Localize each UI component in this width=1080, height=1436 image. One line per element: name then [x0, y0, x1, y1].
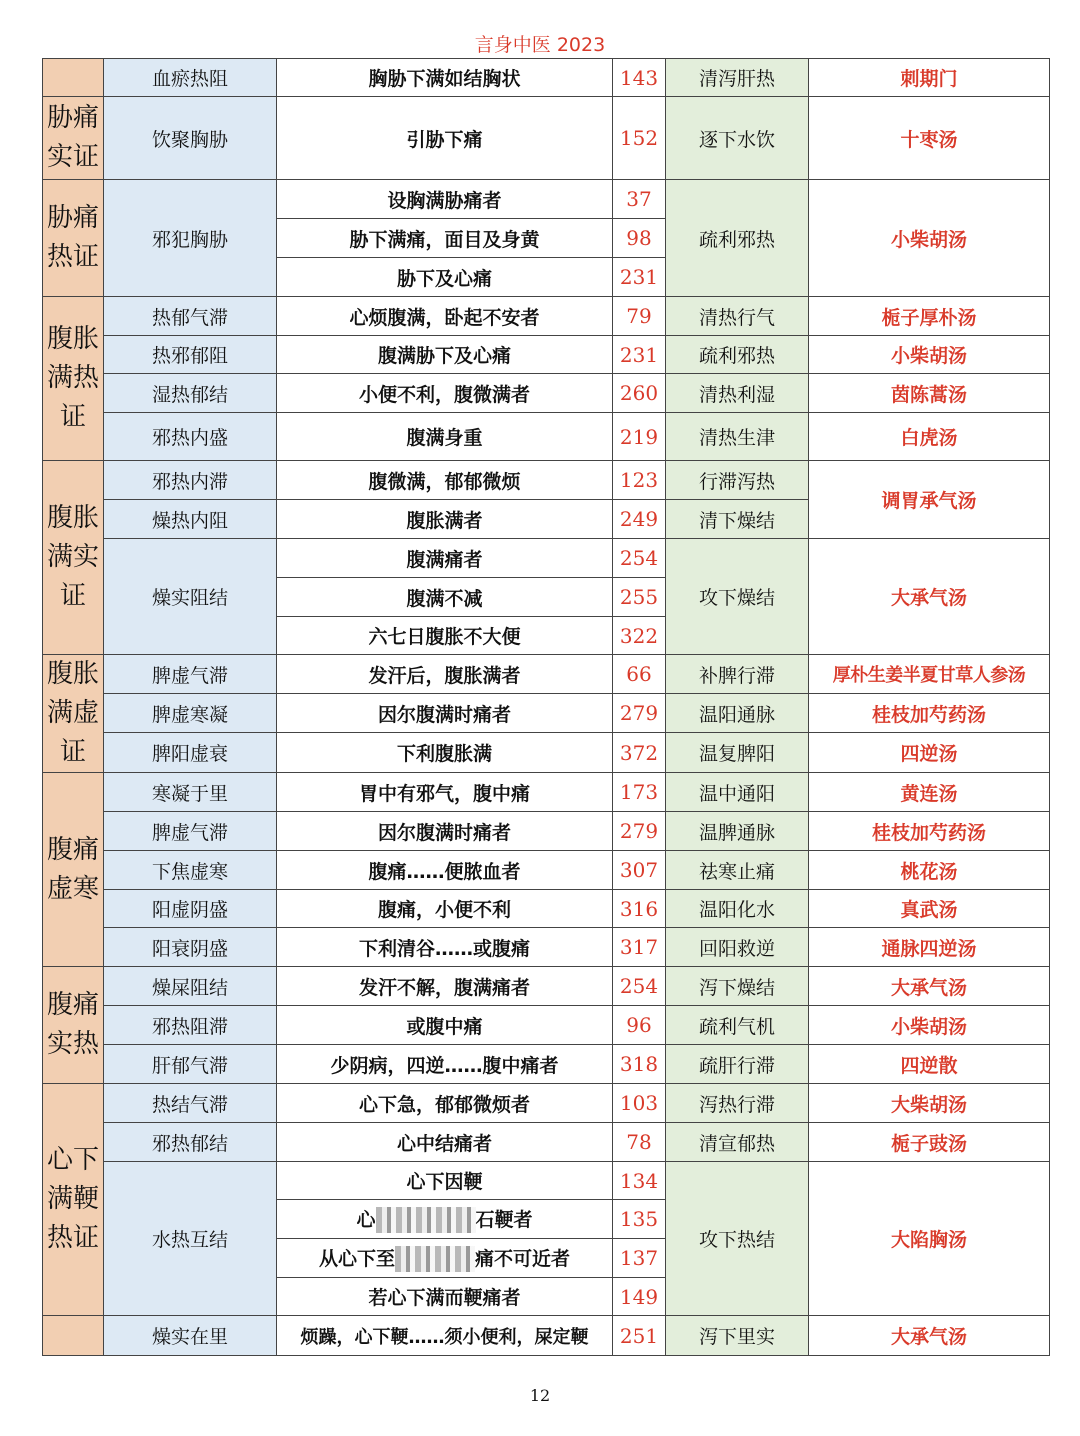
symptom-cell: 设胸满胁痛者	[277, 180, 613, 219]
table-row	[43, 928, 1050, 967]
pattern-cell: 血瘀热阻	[104, 59, 277, 97]
table-row	[43, 1045, 1050, 1084]
table-row	[43, 1316, 1050, 1356]
clause-number-cell: 66	[613, 655, 666, 694]
symptom-cell: 心下急，郁郁微烦者	[277, 1084, 613, 1123]
clause-number-cell: 318	[613, 1045, 666, 1084]
formula-cell: 大承气汤	[809, 539, 1050, 655]
pattern-cell: 燥屎阻结	[104, 967, 277, 1006]
category-cell: 胁痛实证	[43, 97, 104, 180]
symptom-fragment: 心	[356, 1208, 376, 1231]
treatment-method-cell: 清热利湿	[666, 374, 809, 413]
symptom-cell: 因尔腹满时痛者	[277, 812, 613, 851]
formula-cell: 大承气汤	[809, 1316, 1050, 1356]
symptom-cell: 下利清谷……或腹痛	[277, 928, 613, 967]
table-row	[43, 1123, 1050, 1162]
treatment-method-cell: 清宣郁热	[666, 1123, 809, 1162]
pattern-cell: 脾虚气滞	[104, 655, 277, 694]
symptom-cell: 腹痛，小便不利	[277, 890, 613, 928]
table-row	[43, 1084, 1050, 1123]
treatment-method-cell: 攻下热结	[666, 1162, 809, 1316]
treatment-method-cell: 清下燥结	[666, 500, 809, 539]
clause-number-cell: 317	[613, 928, 666, 967]
pattern-cell: 邪热阻滞	[104, 1006, 277, 1045]
treatment-method-cell: 清热行气	[666, 297, 809, 336]
symptom-cell: 若心下满而鞕痛者	[277, 1278, 613, 1316]
table-row	[43, 97, 1050, 180]
clause-number-cell: 79	[613, 297, 666, 336]
pattern-cell: 寒凝于里	[104, 773, 277, 812]
symptom-cell: 腹满胁下及心痛	[277, 336, 613, 374]
table-row	[43, 180, 1050, 219]
clause-number-cell: 279	[613, 694, 666, 733]
pattern-cell: 燥实在里	[104, 1316, 277, 1356]
formula-cell: 小柴胡汤	[809, 336, 1050, 374]
symptom-cell: 腹满痛者	[277, 539, 613, 578]
category-cell: 胁痛热证	[43, 180, 104, 297]
pattern-cell: 下焦虚寒	[104, 851, 277, 890]
pattern-cell: 燥实阻结	[104, 539, 277, 655]
symptom-cell: 腹满不减	[277, 578, 613, 617]
clause-number-cell: 173	[613, 773, 666, 812]
symptom-cell: 胃中有邪气，腹中痛	[277, 773, 613, 812]
table-row	[43, 812, 1050, 851]
table-row	[43, 851, 1050, 890]
treatment-method-cell: 行滞泻热	[666, 461, 809, 500]
treatment-method-cell: 温复脾阳	[666, 733, 809, 773]
symptom-cell: 或腹中痛	[277, 1006, 613, 1045]
category-cell: 腹胀满虚证	[43, 655, 104, 773]
treatment-method-cell: 攻下燥结	[666, 539, 809, 655]
formula-cell: 四逆散	[809, 1045, 1050, 1084]
formula-cell: 刺期门	[809, 59, 1050, 97]
treatment-method-cell: 疏肝行滞	[666, 1045, 809, 1084]
treatment-method-cell: 清泻肝热	[666, 59, 809, 97]
clause-number-cell: 143	[613, 59, 666, 97]
treatment-method-cell: 泻下燥结	[666, 967, 809, 1006]
treatment-method-cell: 清热生津	[666, 413, 809, 461]
clause-number-cell: 135	[613, 1200, 666, 1239]
category-cell	[43, 1316, 104, 1356]
pattern-cell: 热邪郁阻	[104, 336, 277, 374]
formula-cell: 厚朴生姜半夏甘草人参汤	[809, 655, 1050, 694]
obscured-text-overlay	[395, 1246, 475, 1272]
formula-cell: 小柴胡汤	[809, 1006, 1050, 1045]
obscured-text-overlay	[376, 1207, 476, 1233]
formula-cell: 大柴胡汤	[809, 1084, 1050, 1123]
treatment-method-cell: 温中通阳	[666, 773, 809, 812]
symptom-cell: 引胁下痛	[277, 97, 613, 180]
clause-number-cell: 137	[613, 1239, 666, 1278]
treatment-method-cell: 补脾行滞	[666, 655, 809, 694]
formula-cell: 大陷胸汤	[809, 1162, 1050, 1316]
symptom-cell: 心烦腹满，卧起不安者	[277, 297, 613, 336]
document-header: 言身中医 2023	[474, 34, 606, 56]
symptom-cell: 发汗不解，腹满痛者	[277, 967, 613, 1006]
formula-cell: 大承气汤	[809, 967, 1050, 1006]
clause-number-cell: 251	[613, 1316, 666, 1356]
formula-cell: 通脉四逆汤	[809, 928, 1050, 967]
pattern-cell: 邪热内盛	[104, 413, 277, 461]
formula-cell: 调胃承气汤	[809, 461, 1050, 539]
clause-number-cell: 254	[613, 539, 666, 578]
clause-number-cell: 149	[613, 1278, 666, 1316]
symptom-cell: 腹满身重	[277, 413, 613, 461]
pattern-cell: 邪犯胸胁	[104, 180, 277, 297]
pattern-cell: 热郁气滞	[104, 297, 277, 336]
table-row	[43, 1162, 1050, 1200]
formula-cell: 栀子厚朴汤	[809, 297, 1050, 336]
symptom-cell: 腹胀满者	[277, 500, 613, 539]
treatment-method-cell: 泻下里实	[666, 1316, 809, 1356]
category-cell: 腹痛虚寒	[43, 773, 104, 967]
treatment-method-cell: 回阳救逆	[666, 928, 809, 967]
treatment-method-cell: 温阳通脉	[666, 694, 809, 733]
symptom-cell: 腹微满，郁郁微烦	[277, 461, 613, 500]
clause-number-cell: 98	[613, 219, 666, 258]
formula-cell: 黄连汤	[809, 773, 1050, 812]
clause-number-cell: 231	[613, 336, 666, 374]
clause-number-cell: 255	[613, 578, 666, 617]
pattern-cell: 邪热内滞	[104, 461, 277, 500]
formula-cell: 桂枝加芍药汤	[809, 694, 1050, 733]
pattern-cell: 热结气滞	[104, 1084, 277, 1123]
table-row	[43, 655, 1050, 694]
formula-cell: 小柴胡汤	[809, 180, 1050, 297]
clause-number-cell: 219	[613, 413, 666, 461]
table-row	[43, 773, 1050, 812]
category-cell: 腹胀满热证	[43, 297, 104, 461]
pattern-cell: 饮聚胸胁	[104, 97, 277, 180]
symptom-cell: 心中结痛者	[277, 1123, 613, 1162]
symptom-cell: 少阴病，四逆……腹中痛者	[277, 1045, 613, 1084]
symptom-cell	[277, 1239, 613, 1278]
formula-cell: 茵陈蒿汤	[809, 374, 1050, 413]
treatment-method-cell: 泻热行滞	[666, 1084, 809, 1123]
pattern-cell: 肝郁气滞	[104, 1045, 277, 1084]
table-row	[43, 890, 1050, 928]
symptom-cell: 六七日腹胀不大便	[277, 617, 613, 655]
symptom-cell: 心下因鞕	[277, 1162, 613, 1200]
formula-cell: 栀子豉汤	[809, 1123, 1050, 1162]
symptom-formula-table	[42, 58, 1050, 1356]
formula-cell: 四逆汤	[809, 733, 1050, 773]
clause-number-cell: 123	[613, 461, 666, 500]
treatment-method-cell: 疏利邪热	[666, 336, 809, 374]
clause-number-cell: 231	[613, 258, 666, 297]
treatment-method-cell: 温阳化水	[666, 890, 809, 928]
formula-cell: 白虎汤	[809, 413, 1050, 461]
treatment-method-cell: 疏利邪热	[666, 180, 809, 297]
formula-cell: 十枣汤	[809, 97, 1050, 180]
treatment-method-cell: 逐下水饮	[666, 97, 809, 180]
clause-number-cell: 103	[613, 1084, 666, 1123]
table-row	[43, 336, 1050, 374]
table-row	[43, 1006, 1050, 1045]
symptom-fragment: 石鞕者	[475, 1208, 533, 1231]
symptom-cell: 烦躁，心下鞕……须小便利，屎定鞕	[277, 1316, 613, 1356]
pattern-cell: 阳衰阴盛	[104, 928, 277, 967]
category-cell: 腹胀满实证	[43, 461, 104, 655]
pattern-cell: 水热互结	[104, 1162, 277, 1316]
category-cell: 心下满鞕热证	[43, 1084, 104, 1316]
pattern-cell: 阳虚阴盛	[104, 890, 277, 928]
formula-cell: 真武汤	[809, 890, 1050, 928]
category-cell: 腹痛实热	[43, 967, 104, 1084]
pattern-cell: 脾虚寒凝	[104, 694, 277, 733]
table-row	[43, 59, 1050, 97]
clause-number-cell: 316	[613, 890, 666, 928]
treatment-method-cell: 温脾通脉	[666, 812, 809, 851]
symptom-cell	[277, 1200, 613, 1239]
clause-number-cell: 152	[613, 97, 666, 180]
table-row	[43, 967, 1050, 1006]
symptom-cell: 胁下满痛，面目及身黄	[277, 219, 613, 258]
clause-number-cell: 249	[613, 500, 666, 539]
symptom-cell: 因尔腹满时痛者	[277, 694, 613, 733]
table-row	[43, 539, 1050, 578]
clause-number-cell: 254	[613, 967, 666, 1006]
symptom-cell: 下利腹胀满	[277, 733, 613, 773]
symptom-fragment: 痛不可近者	[475, 1247, 571, 1270]
pattern-cell: 燥热内阻	[104, 500, 277, 539]
symptom-cell: 胁下及心痛	[277, 258, 613, 297]
table-row	[43, 374, 1050, 413]
symptom-cell: 腹痛……便脓血者	[277, 851, 613, 890]
pattern-cell: 脾阳虚衰	[104, 733, 277, 773]
clause-number-cell: 134	[613, 1162, 666, 1200]
clause-number-cell: 260	[613, 374, 666, 413]
clause-number-cell: 78	[613, 1123, 666, 1162]
clause-number-cell: 322	[613, 617, 666, 655]
symptom-cell: 小便不利，腹微满者	[277, 374, 613, 413]
clause-number-cell: 279	[613, 812, 666, 851]
page-number: 12	[529, 1386, 551, 1405]
category-cell	[43, 59, 104, 97]
table-row	[43, 461, 1050, 500]
pattern-cell: 湿热郁结	[104, 374, 277, 413]
symptom-fragment: 从心下至	[318, 1247, 395, 1270]
table-row	[43, 413, 1050, 461]
table-row	[43, 733, 1050, 773]
clause-number-cell: 372	[613, 733, 666, 773]
symptom-cell: 胸胁下满如结胸状	[277, 59, 613, 97]
pattern-cell: 脾虚气滞	[104, 812, 277, 851]
clause-number-cell: 37	[613, 180, 666, 219]
pattern-cell: 邪热郁结	[104, 1123, 277, 1162]
clause-number-cell: 307	[613, 851, 666, 890]
table-row	[43, 694, 1050, 733]
clause-number-cell: 96	[613, 1006, 666, 1045]
symptom-cell: 发汗后，腹胀满者	[277, 655, 613, 694]
treatment-method-cell: 祛寒止痛	[666, 851, 809, 890]
formula-cell: 桃花汤	[809, 851, 1050, 890]
table-row	[43, 297, 1050, 336]
treatment-method-cell: 疏利气机	[666, 1006, 809, 1045]
formula-cell: 桂枝加芍药汤	[809, 812, 1050, 851]
